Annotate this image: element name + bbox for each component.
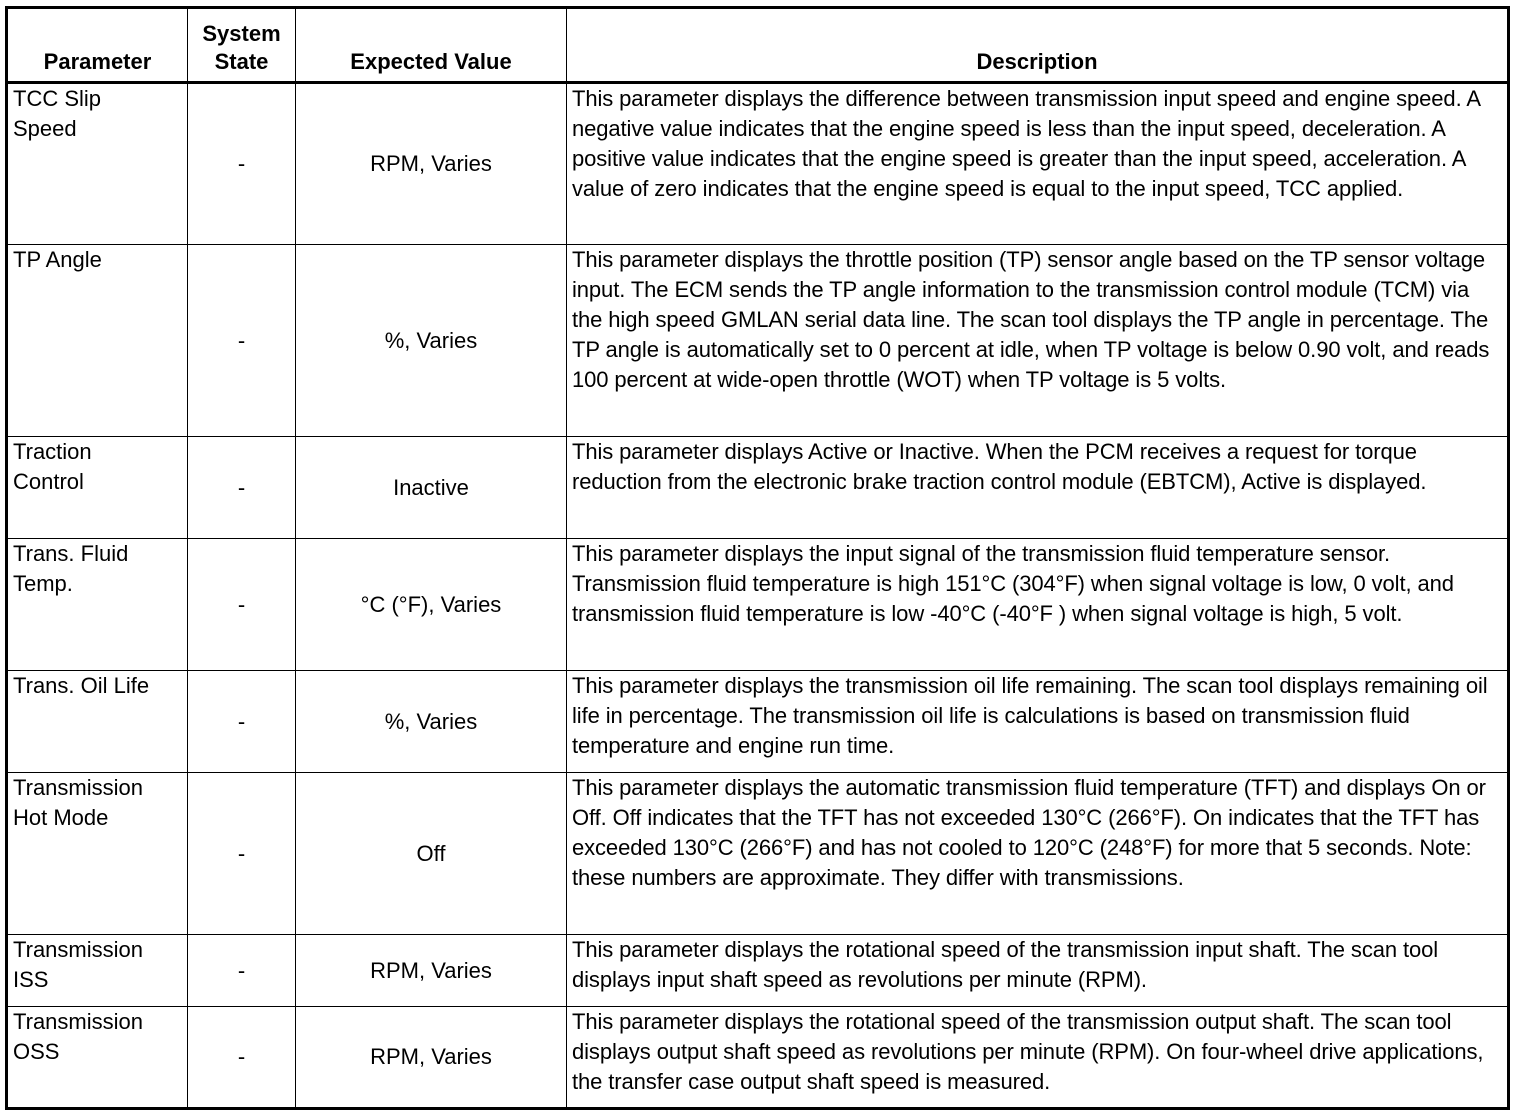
table-row <box>7 935 1509 1007</box>
header-row <box>7 8 1509 83</box>
header-description: Description <box>567 8 1509 83</box>
table-row <box>7 1007 1509 1109</box>
parameter-cell: Transmission ISS <box>7 935 188 1007</box>
system-state-cell: - <box>188 437 296 539</box>
expected-value-cell: RPM, Varies <box>296 83 567 245</box>
description-cell: This parameter displays the throttle position (TP) sensor angle based on the TP sensor voltage input. The ECM sends the TP angle information to the transmission control module (TCM) via the high speed GMLAN serial data line. The scan tool displays the TP angle in percentage. The TP angle is automatically set to 0 percent at idle, when TP voltage is below 0.90 volt, and reads 100 percent at wide-open throttle (WOT) when TP voltage is 5 volts. <box>567 245 1509 437</box>
table-row <box>7 83 1509 245</box>
description-cell: This parameter displays the transmission oil life remaining. The scan tool displays remaining oil life in percentage. The transmission oil life is calculations is based on transmission fluid temperature and engine run time. <box>567 671 1509 773</box>
header-parameter: Parameter <box>7 8 188 83</box>
system-state-cell: - <box>188 671 296 773</box>
table-row <box>7 539 1509 671</box>
system-state-cell: - <box>188 935 296 1007</box>
system-state-cell: - <box>188 773 296 935</box>
description-cell: This parameter displays Active or Inactive. When the PCM receives a request for torque reduction from the electronic brake traction control module (EBTCM), Active is displayed. <box>567 437 1509 539</box>
expected-value-cell: RPM, Varies <box>296 1007 567 1109</box>
header-system-state: System State <box>188 8 296 83</box>
expected-value-cell: Inactive <box>296 437 567 539</box>
parameter-cell: Traction Control <box>7 437 188 539</box>
expected-value-cell: °C (°F), Varies <box>296 539 567 671</box>
table-row <box>7 437 1509 539</box>
parameter-cell: Transmission Hot Mode <box>7 773 188 935</box>
system-state-cell: - <box>188 539 296 671</box>
expected-value-cell: %, Varies <box>296 245 567 437</box>
system-state-cell: - <box>188 83 296 245</box>
expected-value-cell: %, Varies <box>296 671 567 773</box>
table-row <box>7 671 1509 773</box>
table-row <box>7 245 1509 437</box>
parameter-cell: Transmission OSS <box>7 1007 188 1109</box>
description-cell: This parameter displays the input signal of the transmission fluid temperature sensor. Transmission fluid temperature is high 151°C (304°F) when signal voltage is low, 0 volt, and transmission fluid temperature is low -40°C (-40°F ) when signal voltage is high, 5 volt. <box>567 539 1509 671</box>
expected-value-cell: RPM, Varies <box>296 935 567 1007</box>
parameter-cell: TCC Slip Speed <box>7 83 188 245</box>
parameter-cell: Trans. Oil Life <box>7 671 188 773</box>
header-expected-value: Expected Value <box>296 8 567 83</box>
system-state-cell: - <box>188 245 296 437</box>
description-cell: This parameter displays the automatic transmission fluid temperature (TFT) and displays On or Off. Off indicates that the TFT has not exceeded 130°C (266°F). On indicates that the TFT has exceeded 130°C (266°F) and has not cooled to 120°C (248°F) for more that 5 seconds. Note: these numbers are approximate. They differ with transmissions. <box>567 773 1509 935</box>
table-header <box>7 8 1509 83</box>
table-body <box>7 83 1509 1109</box>
description-cell: This parameter displays the rotational speed of the transmission output shaft. The scan tool displays output shaft speed as revolutions per minute (RPM). On four-wheel drive applications, the transfer case output shaft speed is measured. <box>567 1007 1509 1109</box>
parameter-cell: Trans. Fluid Temp. <box>7 539 188 671</box>
system-state-cell: - <box>188 1007 296 1109</box>
description-cell: This parameter displays the rotational speed of the transmission input shaft. The scan tool displays input shaft speed as revolutions per minute (RPM). <box>567 935 1509 1007</box>
table-row <box>7 773 1509 935</box>
expected-value-cell: Off <box>296 773 567 935</box>
parameter-table <box>5 6 1510 1110</box>
description-cell: This parameter displays the difference between transmission input speed and engine speed. A negative value indicates that the engine speed is less than the input speed, deceleration. A positive value indicates that the engine speed is greater than the input speed, acceleration. A value of zero indicates that the engine speed is equal to the input speed, TCC applied. <box>567 83 1509 245</box>
parameter-cell: TP Angle <box>7 245 188 437</box>
